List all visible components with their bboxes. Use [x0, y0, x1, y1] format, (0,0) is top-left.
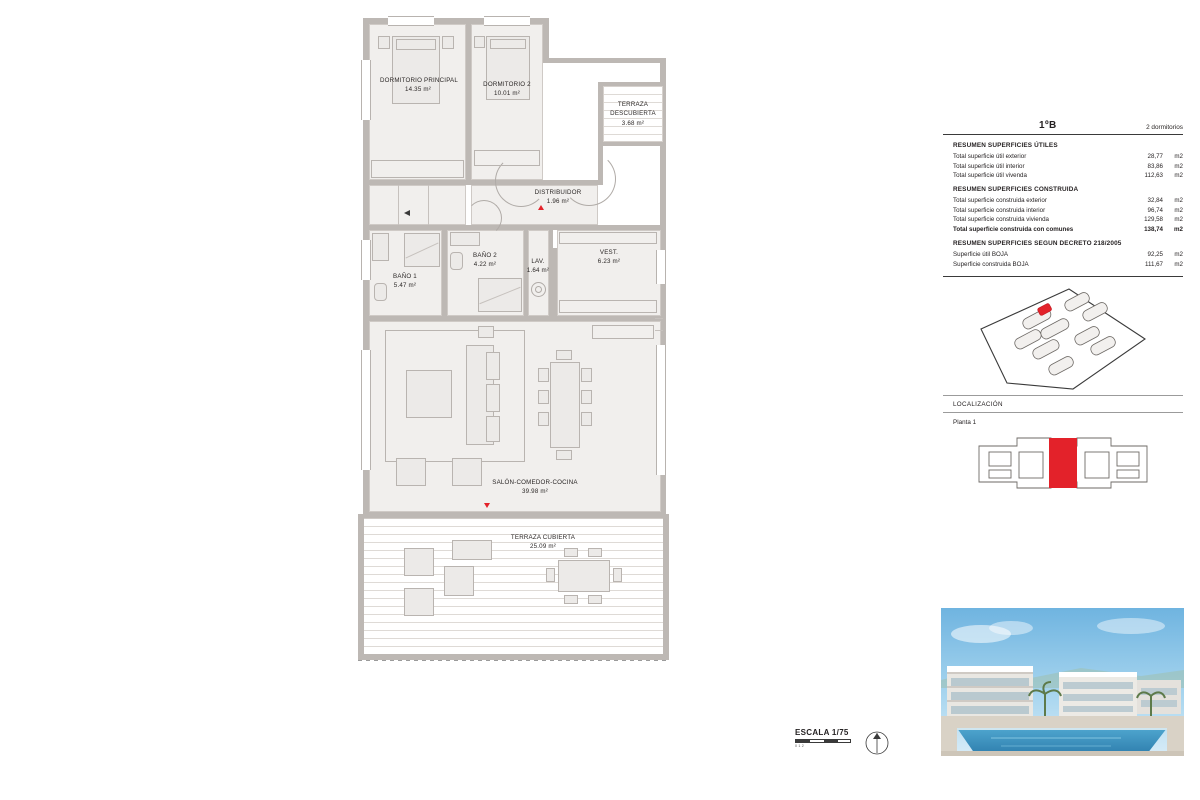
window-salon-left [361, 350, 371, 470]
row-label: Superficie construida BOJA [953, 260, 1029, 268]
row-value: 112,63 [1144, 172, 1163, 180]
label-area: 1.96 m² [546, 198, 570, 206]
armchair-1 [396, 458, 426, 486]
wall-terraza-cub-left [358, 514, 364, 660]
label-area: 3.68 m² [621, 119, 645, 127]
wall-top-right-run [543, 58, 666, 63]
label-vest [584, 248, 634, 267]
divider-after-tables [943, 276, 1183, 277]
closet-divider-1 [398, 185, 399, 225]
label-dormitorio-2 [470, 80, 544, 99]
localizacion-heading: LOCALIZACIÓN [953, 401, 1003, 409]
row-unit: m2 [1174, 225, 1183, 233]
door-arc-bano2 [466, 200, 502, 236]
north-arrow [862, 728, 892, 763]
row-value: 96,74 [1147, 206, 1163, 214]
section-heading-utiles: RESUMEN SUPERFICIES ÚTILES [953, 142, 1058, 149]
label-text-2: DESCUBIERTA [610, 110, 656, 118]
terrace-dining-table [558, 560, 610, 592]
terrace-coffee-table [444, 566, 474, 596]
site-key-plan-svg [977, 287, 1149, 391]
terrace-chair-right [613, 568, 622, 582]
dining-chair-l3 [538, 412, 549, 426]
row-value: 138,74 [1144, 225, 1163, 233]
label-text: BAÑO 2 [473, 252, 497, 259]
nightstand-right [442, 36, 454, 49]
nightstand-left [378, 36, 390, 49]
scale-label: ESCALA 1/75 [795, 728, 849, 737]
dining-chair-l2 [538, 390, 549, 404]
window-bath1-left [361, 240, 371, 280]
row-unit: m2 [1174, 162, 1183, 170]
nightstand-bed2 [474, 36, 485, 48]
table-row [953, 163, 1183, 170]
divider-after-siteplan [943, 395, 1183, 396]
label-text: SALÓN-COMEDOR-COCINA [492, 479, 578, 486]
row-label: Total superficie construida con comunes [953, 225, 1074, 233]
window-bed2-top [484, 16, 530, 26]
row-label: Total superficie útil vivenda [953, 172, 1027, 180]
label-area: 25.09 m² [529, 543, 557, 551]
closet-strip-left [369, 185, 466, 225]
label-bano-2 [452, 251, 518, 270]
wardrobe-bed1 [371, 160, 464, 178]
site-boundary [981, 289, 1145, 389]
label-area: 5.47 m² [393, 282, 417, 290]
label-terraza-cubierta [498, 533, 588, 552]
row-unit: m2 [1174, 260, 1183, 268]
terrace-lounge-2 [404, 588, 434, 616]
coffee-table [406, 370, 452, 418]
divider-title [943, 134, 1183, 135]
label-distribuidor [518, 188, 598, 207]
label-area: 6.23 m² [597, 258, 621, 266]
row-value: 111,67 [1144, 260, 1163, 268]
divider-localizacion [943, 412, 1183, 413]
site-block-9 [1047, 355, 1075, 377]
terrace-chair-b2 [588, 595, 602, 604]
window-bed1-top [388, 16, 434, 26]
dining-chair-bottom [556, 450, 572, 460]
row-value: 92,25 [1147, 250, 1163, 258]
label-text-1: TERRAZA [617, 101, 649, 108]
development-photo [941, 608, 1184, 756]
vanity-bano1 [372, 233, 389, 261]
development-photo-svg [941, 608, 1184, 756]
row-unit: m2 [1174, 206, 1183, 214]
wall-terraza-desc-bottom [598, 142, 666, 146]
label-area: 4.22 m² [473, 261, 497, 269]
terrace-chair-left [546, 568, 555, 582]
dining-chair-l1 [538, 368, 549, 382]
row-unit: m2 [1174, 172, 1183, 180]
window-vest-right [656, 250, 666, 284]
row-label: Total superficie útil exterior [953, 153, 1027, 160]
facade-detail-right-1 [655, 318, 663, 319]
wall-top-right-step [543, 18, 549, 62]
info-panel [943, 120, 1183, 502]
dining-chair-top [556, 350, 572, 360]
label-text: DISTRIBUIDOR [534, 189, 582, 196]
kitchen-counter [592, 325, 654, 339]
block-highlight-unit [1049, 438, 1077, 488]
unit-title-row [943, 120, 1183, 134]
terrace-edge-dash [358, 660, 669, 661]
terrace-sofa [452, 540, 492, 560]
label-lav [524, 257, 552, 276]
scale-bar [795, 728, 915, 748]
arrow-entrance-icon [404, 210, 410, 216]
table-row [953, 251, 1183, 258]
site-key-plan [943, 283, 1183, 395]
scale-graphic [795, 739, 851, 743]
row-label: Total superficie construida vivienda [953, 216, 1049, 224]
dining-chair-r1 [581, 368, 592, 382]
window-salon-right [656, 345, 666, 475]
terrace-chair-b1 [564, 595, 578, 604]
table-row [953, 261, 1183, 268]
table-row [953, 172, 1183, 179]
bed-principal-pillow [396, 39, 436, 50]
label-terraza-descubierta [604, 100, 662, 128]
row-unit: m2 [1174, 153, 1183, 160]
north-arrow-svg [862, 728, 892, 758]
section-heading-decreto: RESUMEN SUPERFICIES SEGUN DECRETO 218/2005 [953, 239, 1122, 247]
table-row [953, 216, 1183, 223]
table-row [953, 207, 1183, 214]
label-area: 14.35 m² [404, 86, 432, 94]
dining-chair-r3 [581, 412, 592, 426]
row-label: Total superficie construida interior [953, 206, 1046, 214]
label-text: VEST. [599, 249, 619, 256]
row-unit: m2 [1174, 197, 1183, 205]
scale-ticks: 0 1 2 [795, 744, 804, 748]
row-unit: m2 [1174, 250, 1183, 258]
terrace-chair-t2 [588, 548, 602, 557]
row-label: Total superficie construida exterior [953, 197, 1047, 205]
unit-description: 2 dormitorios [1146, 124, 1183, 131]
wardrobe-vest-top [559, 232, 657, 244]
table-row [953, 153, 1183, 160]
row-value: 32,84 [1147, 197, 1163, 205]
table-row [953, 197, 1183, 204]
label-salon-comedor-cocina [478, 478, 592, 497]
row-label: Superficie útil BOJA [953, 250, 1009, 258]
section-heading-construida: RESUMEN SUPERFICIES CONSTRUIDA [953, 186, 1079, 194]
label-area: 1.64 m² [526, 267, 550, 275]
label-area: 39.98 m² [521, 488, 549, 496]
sofa-cushion-3 [486, 416, 500, 442]
washer-lav-inner-icon [535, 286, 542, 293]
wall-terraza-cub-right [663, 514, 669, 660]
sofa-cushion-1 [486, 352, 500, 380]
planta-value: Planta 1 [953, 419, 977, 427]
closet-divider-2 [428, 185, 429, 225]
row-label: Total superficie útil interior [953, 162, 1025, 170]
dining-table [550, 362, 580, 448]
bed-dormitorio2-pillow [490, 39, 526, 49]
table-row-total [953, 226, 1183, 233]
wardrobe-vest-bottom [559, 300, 657, 313]
kitchen-island [478, 326, 494, 338]
facade-detail-right-2 [655, 330, 663, 331]
label-text: DORMITORIO 2 [483, 81, 531, 88]
row-value: 129,58 [1144, 216, 1163, 224]
row-value: 83,86 [1147, 162, 1163, 170]
label-text: BAÑO 1 [393, 273, 417, 280]
label-area: 10.01 m² [493, 90, 521, 98]
label-text: DORMITORIO PRINCIPAL [380, 77, 459, 84]
row-value: 28,77 [1147, 153, 1163, 160]
label-bano-1 [373, 272, 437, 291]
label-dormitorio-principal [380, 76, 459, 95]
marker-triangle-salon-icon [484, 503, 490, 508]
dining-chair-r2 [581, 390, 592, 404]
unit-code: 1ºB [1039, 120, 1057, 131]
block-key-diagram-svg [973, 432, 1153, 494]
label-text: TERRAZA CUBIERTA [510, 534, 576, 541]
window-bed1-left [361, 60, 371, 120]
vanity-bano2 [450, 232, 480, 246]
sofa-cushion-2 [486, 384, 500, 412]
row-unit: m2 [1174, 216, 1183, 224]
wardrobe-bed2 [474, 150, 540, 166]
block-key-diagram [943, 432, 1183, 502]
terrace-lounge-1 [404, 548, 434, 576]
label-text: LAV. [531, 258, 545, 265]
